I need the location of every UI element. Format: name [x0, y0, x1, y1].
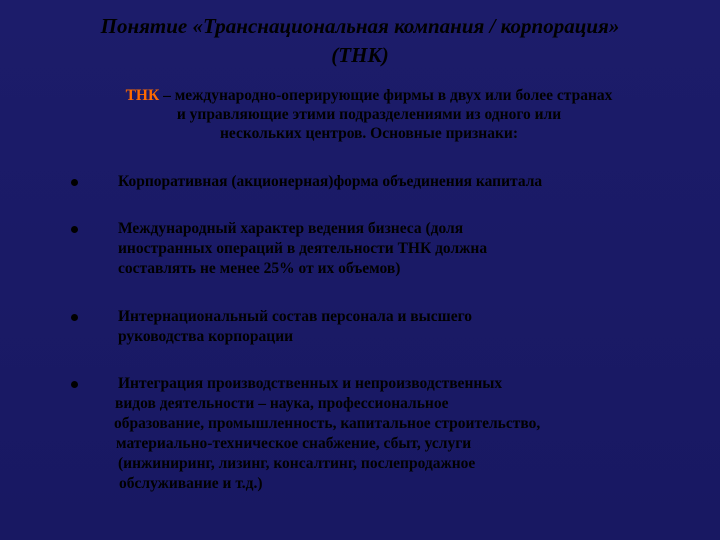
feature-line: Интеграция производственных и непроизводственных [118, 375, 503, 392]
definition-line-3: нескольких центров. Основные признаки: [220, 125, 518, 142]
definition-line-1-text: – международно-оперирующие фирмы в двух или более странах [159, 87, 613, 104]
definition-line-2: и управляющие этими подразделениями из одного или [176, 106, 562, 123]
feature-line: видов деятельности – наука, профессиональное [115, 395, 449, 412]
feature-text [114, 374, 698, 494]
feature-line: образование, промышленность, капитальное строительство, [114, 415, 541, 432]
bullet-dot-icon [71, 381, 78, 388]
feature-line: Международный характер ведения бизнеса (доля [118, 220, 464, 237]
bullet-dot-icon [71, 226, 78, 233]
definition-term: ТНК [125, 87, 160, 104]
bullet-dot-icon [71, 179, 78, 186]
slide-title-line-1: Понятие «Транснациональная компания / корпорация» [100, 14, 620, 38]
feature-line: материально-техническое снабжение, сбыт, услуги [116, 435, 472, 452]
slide-title-line-2: (ТНК) [331, 43, 389, 67]
feature-text [118, 219, 698, 279]
feature-line: руководства корпорации [118, 328, 294, 345]
feature-line: (инжиниринг, лизинг, консалтинг, послепродажное [118, 455, 476, 472]
bullet-dot-icon [71, 314, 78, 321]
feature-line: Интернациональный состав персонала и высшего [118, 308, 472, 325]
feature-line: Корпоративная (акционерная)форма объединения капитала [118, 173, 543, 190]
feature-line: иностранных операций в деятельности ТНК должна [118, 240, 488, 257]
feature-text [118, 172, 698, 192]
feature-text [118, 307, 698, 347]
feature-line: составлять не менее 25% от их объемов) [118, 260, 401, 277]
feature-line: обслуживание и т.д.) [119, 475, 263, 492]
